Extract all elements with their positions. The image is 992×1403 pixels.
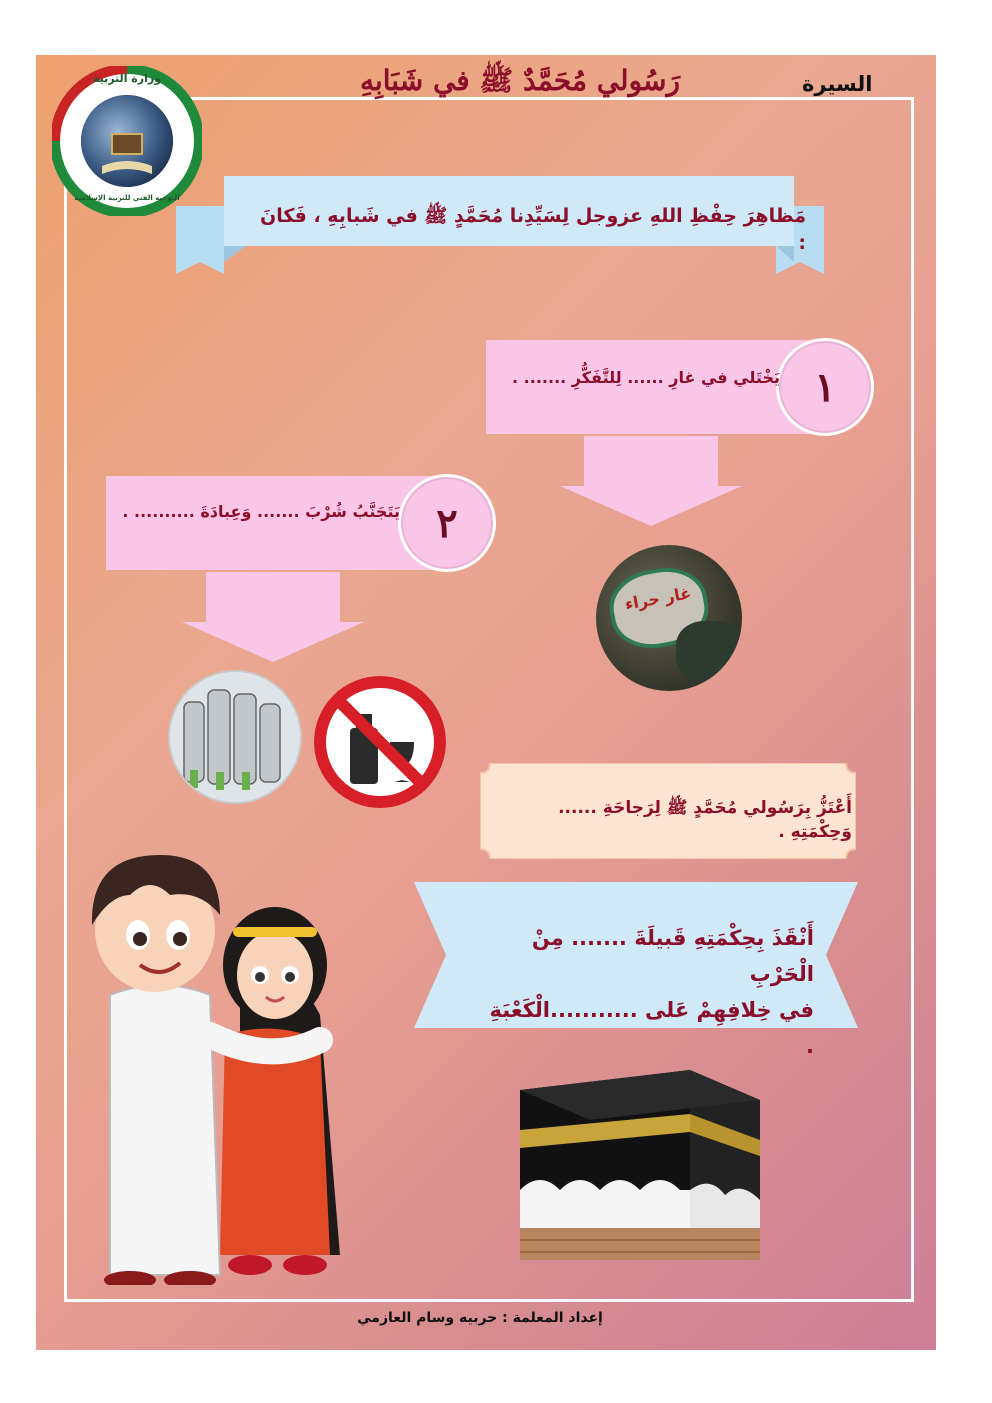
no-alcohol-icon (310, 672, 450, 812)
item-1-text: يَخْتَلي في غارِ ...... لِلتَّفَكُّرِ ....... . (512, 368, 780, 387)
cave-image (596, 545, 742, 691)
item-2-box (106, 476, 442, 570)
item-2-number: ٢ (398, 474, 496, 572)
arrow-down-1 (560, 436, 742, 526)
item-1-number: ١ (776, 338, 874, 436)
children-illustration (70, 835, 410, 1285)
treaty-line-1: أَنْقَذَ بِحِكْمَتِهِ قَبيلَةَ ....... مِنْ الْحَرْبِ (531, 926, 814, 986)
treaty-ribbon (414, 882, 858, 1058)
footer-credit: إعداد المعلمة : حربيه وسام العازمي (357, 1310, 603, 1326)
pride-note-box (480, 763, 856, 859)
logo-top-text: وزارة التربية (92, 72, 162, 85)
item-1-box (486, 340, 822, 434)
treaty-line-2: في خِلافِهِمْ عَلى ...........الْكَعْبَةِ . (489, 998, 814, 1058)
arrow-down-2 (182, 572, 364, 662)
intro-banner (176, 176, 824, 274)
intro-banner-text: مَظاهِرَ حِفْظِ اللهِ عزوجل لِسَيِّدِنا مُحَمَّدٍ ﷺ في شَبابِهِ ، فَكانَ : (260, 205, 806, 254)
logo-bottom-text: التوجيه الفني للتربية الإسلامية (74, 194, 180, 202)
cave-label: غار حراء (623, 583, 693, 614)
item-2-text: يَتَجَنَّبُ شُرْبَ ....... وَعِبادَةَ .......... . (122, 502, 400, 521)
subject-label: السيرة (802, 72, 873, 96)
idols-image (168, 670, 302, 804)
pride-note-text: أَعْتَزُّ بِرَسُولي مُحَمَّدٍ ﷺ لِرَجاحَةِ ...... وَحِكْمَتِهِ . (558, 798, 852, 842)
page-title: رَسُولي مُحَمَّدٌ ﷺ في شَبَابِهِ (359, 64, 681, 97)
kaaba-image (520, 1040, 760, 1260)
